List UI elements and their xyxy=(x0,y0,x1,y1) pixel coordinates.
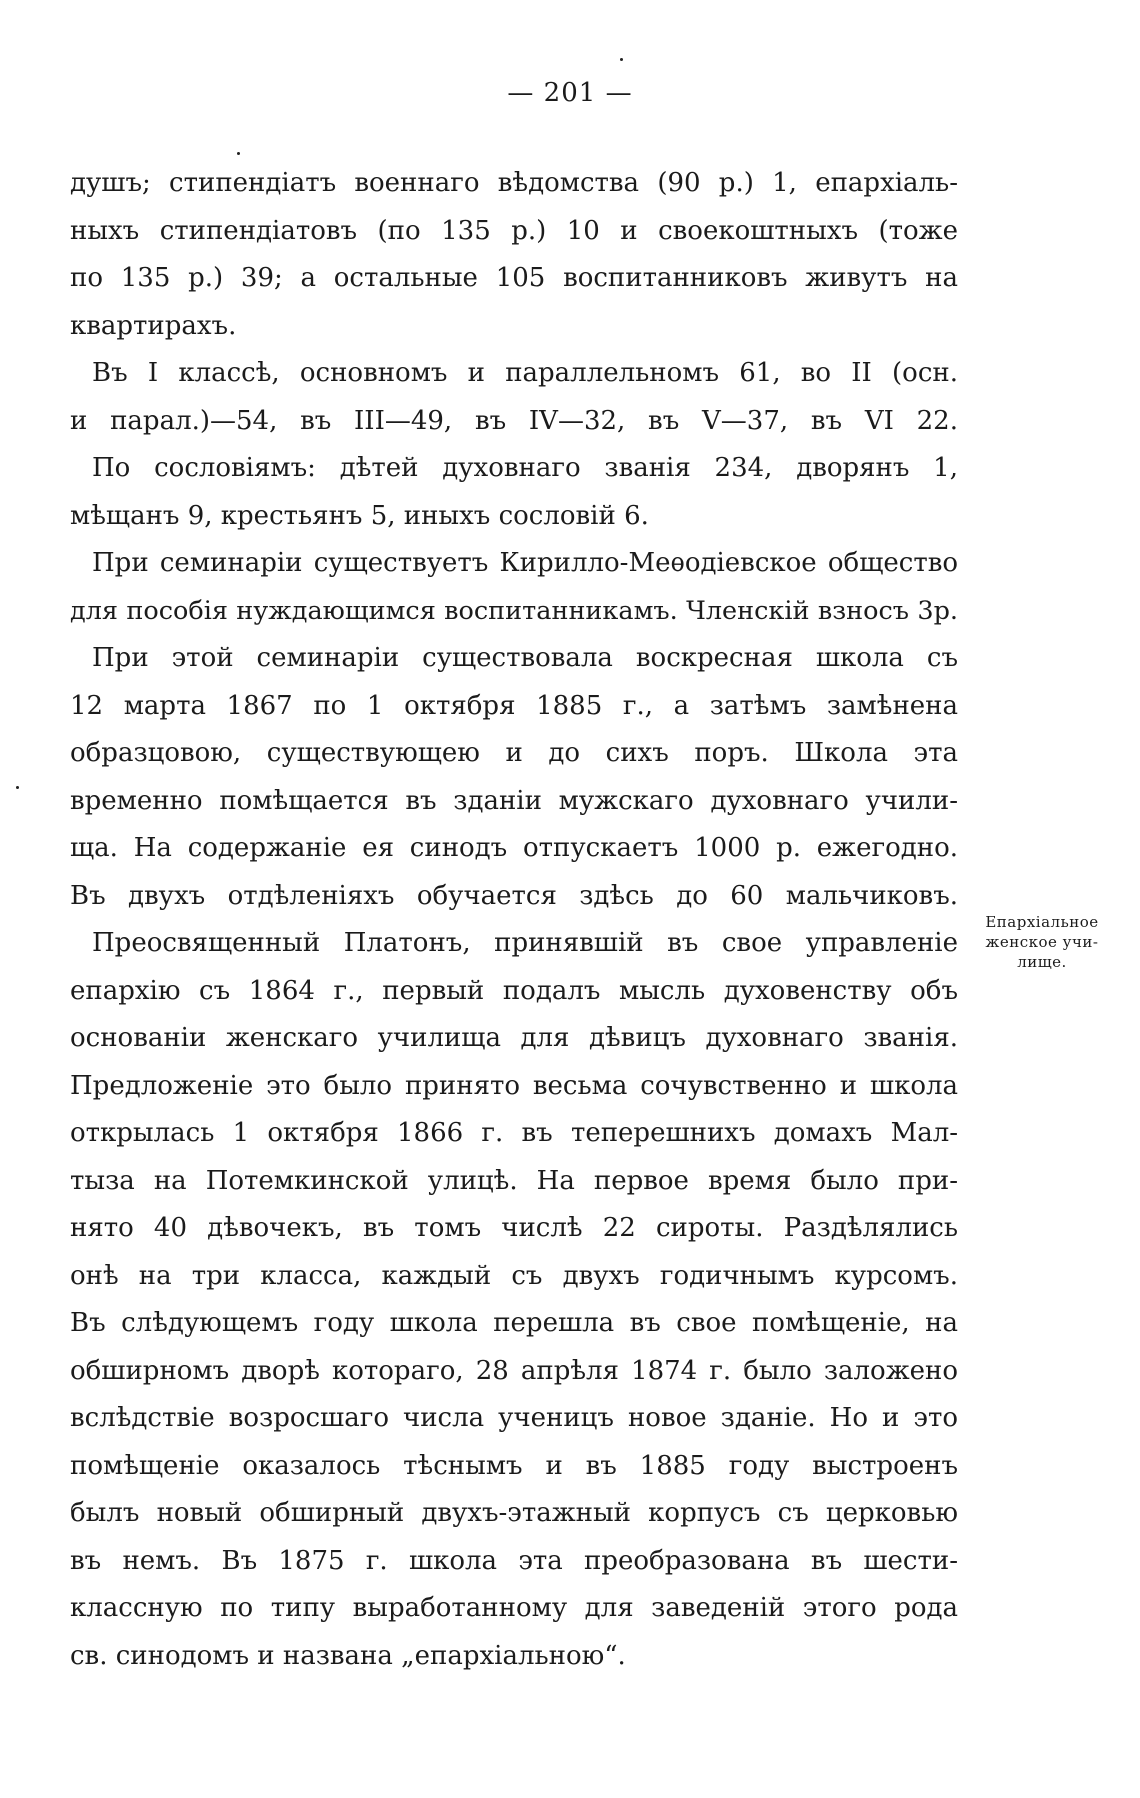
text-line: св. синодомъ и названа „епархіальною“. xyxy=(70,1640,626,1671)
text-line: вслѣдствіе возросшаго числа ученицъ новое зданіе. Но и это xyxy=(70,1403,958,1433)
text-line: Въ слѣдующемъ году школа перешла въ свое помѣщеніе, на xyxy=(70,1308,958,1338)
text-line: временно помѣщается въ зданіи мужскаго духовнаго учили- xyxy=(70,785,958,816)
text-line: епархію съ 1864 г., первый подалъ мысль духовенству объ xyxy=(70,975,958,1006)
text-line: въ немъ. Въ 1875 г. школа эта преобразована въ шести- xyxy=(70,1545,958,1576)
text-line: ныхъ стипендіатовъ (по 135 р.) 10 и своекоштныхъ (тоже xyxy=(70,215,958,246)
paragraph-start-line: По сословіямъ: дѣтей духовнаго званія 234, дворянъ 1, xyxy=(92,453,958,483)
page-number: — 201 — xyxy=(507,78,633,108)
text-line: душъ; стипендіатъ военнаго вѣдомства (90 р.) 1, епархіаль- xyxy=(70,168,958,198)
text-line: Въ двухъ отдѣленіяхъ обучается здѣсь до 60 мальчиковъ. xyxy=(70,880,958,911)
paragraph-start-line: Въ I классѣ, основномъ и параллельномъ 61, во II (осн. xyxy=(92,358,958,388)
print-speck xyxy=(237,152,240,155)
text-line: основаніи женскаго училища для дѣвицъ духовнаго званія. xyxy=(70,1023,958,1053)
text-line: и парал.)—54, въ III—49, въ IV—32, въ V—37, въ VI 22. xyxy=(70,405,958,436)
margin-note-line: лище. xyxy=(1017,953,1067,971)
margin-note-line: женское учи- xyxy=(985,933,1099,951)
text-line: квартирахъ. xyxy=(70,310,237,341)
text-line: 12 марта 1867 по 1 октября 1885 г., а затѣмъ замѣнена xyxy=(70,690,958,721)
paragraph-start-line: При этой семинаріи существовала воскресная школа съ xyxy=(92,643,958,673)
paragraph-start-line: При семинаріи существуетъ Кирилло-Меѳодіевское общество xyxy=(92,548,958,578)
text-line: образцовою, существующею и до сихъ поръ. Школа эта xyxy=(70,738,958,768)
text-line: мѣщанъ 9, крестьянъ 5, иныхъ сословій 6. xyxy=(70,500,649,531)
text-line: тыза на Потемкинской улицѣ. На первое время было при- xyxy=(70,1165,958,1196)
text-line: Предложеніе это было принято весьма сочувственно и школа xyxy=(70,1070,958,1101)
text-line: для пособія нуждающимся воспитанникамъ. Членскій взносъ 3р. xyxy=(70,595,958,626)
text-line: помѣщеніе оказалось тѣснымъ и въ 1885 году выстроенъ xyxy=(70,1450,958,1481)
text-line: ща. На содержаніе ея синодъ отпускаетъ 1000 р. ежегодно. xyxy=(70,833,958,863)
text-line: открылась 1 октября 1866 г. въ теперешнихъ домахъ Мал- xyxy=(70,1118,958,1148)
margin-note-line: Епархіальное xyxy=(985,913,1099,931)
text-line: классную по типу выработанному для заведеній этого рода xyxy=(70,1593,958,1623)
text-line: нято 40 дѣвочекъ, въ томъ числѣ 22 сироты. Раздѣлялись xyxy=(70,1213,958,1243)
print-speck xyxy=(620,58,623,61)
body-text xyxy=(70,160,958,1680)
paragraph-start-line: Преосвященный Платонъ, принявшій въ свое управленіе xyxy=(92,928,958,958)
text-line: былъ новый обширный двухъ-этажный корпусъ съ церковью xyxy=(70,1498,958,1528)
text-line: по 135 р.) 39; а остальные 105 воспитанниковъ живутъ на xyxy=(70,263,958,293)
text-line: обширномъ дворѣ котораго, 28 апрѣля 1874 г. было заложено xyxy=(70,1355,958,1386)
print-speck xyxy=(16,786,19,789)
text-line: онѣ на три класса, каждый съ двухъ годичнымъ курсомъ. xyxy=(70,1260,958,1291)
margin-note xyxy=(962,912,1122,972)
